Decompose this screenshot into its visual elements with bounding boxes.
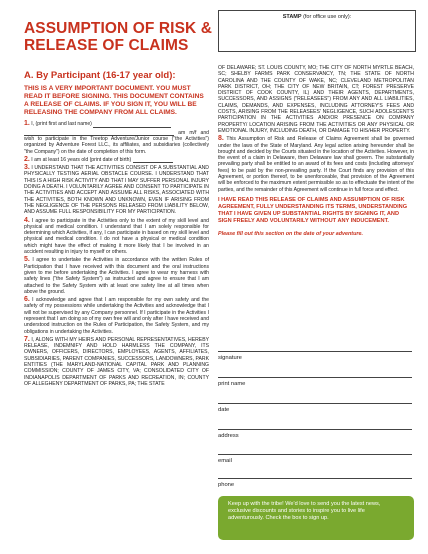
release-form-page: ASSUMPTION OF RISK & RELEASE OF CLAIMS STAMP (for office use only): A. By Participant (16-17 year old): THIS IS A VERY IMPORTANT DOCUMENT. YOU MUST READ IT BEFORE SIGNING. THIS DOCUMENT CONTAINS A RELEASE OF CLAIMS. IF YOU SIGN IT, YOU WILL BE RELEASING THE COMPANY FROM ALL CLAIMS. 1. I, (print first and last name) am m/f and wish to participate in the Treetop Adventure/Junior course ("the Activities") organized by Adventure Forest LLC., its affiliates, and subsidiaries (collectively "the Company") on the date of completion of this form. 2. I am at least 16 years old (print date of birth) 3. I UNDERSTAND THAT THE ACTIVITIES CONSIST OF A SUBSTANTIAL AND PHYSICALLY TESTING AERIAL OBSTACLE COURSE. I UNDERSTAND THAT THIS IS A HIGH RISK ACTIVITY AND THAT I MAY SUFFER PERSONAL INJURY DOING A DEATH. I VOLUNTARILY AGREE AND CONSENT TO PARTICIPATE IN THE ACTIVITIES AND ACCEPT AND ASSUME ALL RISKS, ASSOCIATED WITH THE ACTIVITIES, BOTH KNOWN AND UNKNOWN, EVEN IF ARISING FROM THE NEGLIGENCE OF THE PERSONS RELEASED FROM LIABILITY BELOW, AND ASSUME FULL RESPONSIBILITY FOR MY PARTICIPATION. 4. I agree to participate in the Activities only to the extent of my skill level and physical and medical condition. I understand that I am solely responsible for determining which Activities, if any, I can participate in based on my skill level and physical and medical condition. I do not have a physical or medical condition which might have the effect of making it more likely that I be involved in an accident resulting in injury to myself or others. 5. I agree to undertake the Activities in accordance with the written Rules of Participation that I have received with this document and the oral instructions given to me before undertaking the Activities. I agree to wear my harness with safety lines ("the Safety System") as instructed and agree to ensure that I am attached to the Safety System with at least one safety line at all times when above the ground. 6. I acknowledge and agree that I am responsible for my own safety and the safety of my possessions while undertaking the Activities and acknowledge that I will not be supervised by any Company personnel. If I participate in the Activities I represent that I am doing so of my own free will and only after I have received and understood instruction on the Rules of Participation, the Safety System, and my obligations in undertaking the Activities. 7. I, ALONG WITH MY HEIRS AND PERSONAL REPRESENTATIVES, HEREBY RELEASE, INDEMNIFY AND HOLD HARMLESS THE COMPANY, ITS OWNERS, OFFICERS, DIRECTORS, EMPLOYEES, AGENTS, AFFILIATES, SUBSIDIARIES, PARENT COMPANIES, SUCCESSORS, LANDOWNERS, PARK ENTITIES (THE MARYLAND-NATIONAL CAPITAL PARK AND PLANNING COMMISSION; COUNTY OF JAMES CITY, VA; CONSOLIDATED CITY OF INDIANAPOLIS DEPARTMENT OF PARKS AND RECREATION, IN; COUNTY OF ALLEGHENY DEPARTMENT OF PARKS, PA; THE STATE OF DELAWARE; ST. LOUIS COUNTY, MO; THE CITY OF NORTH MYRTLE BEACH, SC; SHELBY FARMS PARK CONSERVANCY, TN; THE STATE OF NORTH CAROLINA AND THE COUNTY OF WAKE, NC; CLEVELAND METROPOLITAN PARK DISTRICT, OH; THE CITY OF NEW BRITAIN, CT; FOREST PRESERVE DISTRICT OF COOK COUNTY, IL) AND THEIR AGENTS, DEPARTMENTS, SUCCESSORS, AND ASSIGNS ("RELEASEES") FROM ANY AND ALL LIABILITIES, CLAIMS, DEMANDS, AND EXPENSES, INCLUDING ATTORNEY'S FEES AND COSTS, ARISING FROM THE RELEASEES' NEGLIGENCE, SUCH ADOLESCENT'S PARTICIPATION IN THE ACTIVITIES AND/OR PRESENCE ON COMPANY PROPERTY/ LOCATION ARISING FROM THE ACTIVITIES OR ANY PHYSICAL OR EMOTIONAL INJURY, INCLUDING DEATH, OR DAMAGE TO HIS/HER PROPERTY. 8. This Assumption of Risk and Release of Claims Agreement shall be governed under the laws of the State of Maryland. Any legal action arising hereunder shall be brought and decided by the Courts situated in the location of the Activities. However, in the event of a claim in Delaware, then Delaware law shall govern. The substantially prevailing party shall be entitled to an award of its fees and costs (including attorneys' fees) to be paid by the non-prevailing party. If the Court finds any provision of this Agreement, or portion thereof, to be unenforceable, that provision of the Agreement will be enforced to the maximum extent permissible so as to effectuate the intent of the parties, and the remainder of this Agreement will continue in full force and effect. I HAVE READ THIS RELEASE OF CLAIMS AND ASSUMPTION OF RISK AGREEMENT, FULLY UNDERSTANDING ITS TERMS, UNDERSTANDING THAT I HAVE GIVEN UP SUBSTANTIAL RIGHTS BY SIGNING IT, AND SIGN FREELY AND VOLUNTARILY WITHOUT ANY INDUCEMENT. Please fill out this section on the date of your adventure. signature print name date address email phone Keep up with the tribe! We'd love to send you the latest news, exclusive discounts and stories to inspire you to live life adventurously. Check the box to sign up.	[0, 0, 428, 554]
clause-3: 3. I UNDERSTAND THAT THE ACTIVITIES CONSIST OF A SUBSTANTIAL AND PHYSICALLY TESTING AERIAL OBSTACLE COURSE. I UNDERSTAND THAT THIS IS A HIGH RISK ACTIVITY AND THAT I MAY SUFFER PERSONAL INJURY DOING A DEATH. I VOLUNTARILY AGREE AND CONSENT TO PARTICIPATE IN THE ACTIVITIES AND ACCEPT AND ASSUME ALL RISKS, ASSOCIATED WITH THE ACTIVITIES, BOTH KNOWN AND UNKNOWN, EVEN IF ARISING FROM THE NEGLIGENCE OF THE PERSONS RELEASED FROM LIABILITY BELOW, AND ASSUME FULL RESPONSIBILITY FOR MY PARTICIPATION.	[24, 164, 209, 216]
acknowledgement-text: I HAVE READ THIS RELEASE OF CLAIMS AND ASSUMPTION OF RISK AGREEMENT, FULLY UNDERSTANDING ITS TERMS, UNDERSTANDING THAT I HAVE GIVEN UP SUBSTANTIAL RIGHTS BY SIGNING IT, AND SIGN FREELY AND VOLUNTARILY WITHOUT ANY INDUCEMENT.	[218, 196, 408, 224]
fill-note: Please fill out this section on the date of your adventure.	[218, 230, 363, 237]
form-title: ASSUMPTION OF RISK & RELEASE OF CLAIMS	[24, 20, 213, 54]
section-heading: A. By Participant (16-17 year old):	[24, 70, 176, 81]
stamp-label: STAMP (for office use only):	[282, 14, 352, 20]
name-input-line[interactable]	[93, 122, 171, 128]
right-column	[218, 65, 414, 238]
office-stamp-box	[218, 10, 416, 52]
clause-7: 7. I, ALONG WITH MY HEIRS AND PERSONAL REPRESENTATIVES, HEREBY RELEASE, INDEMNIFY AND HOLD HARMLESS THE COMPANY, ITS OWNERS, OFFICERS, DIRECTORS, EMPLOYEES, AGENTS, AFFILIATES, SUBSIDIARIES, PARENT COMPANIES, SUCCESSORS, LANDOWNERS, PARK ENTITIES (THE MARYLAND-NATIONAL CAPITAL PARK AND PLANNING COMMISSION; COUNTY OF JAMES CITY, VA; CONSOLIDATED CITY OF INDIANAPOLIS DEPARTMENT OF PARKS AND RECREATION, IN; COUNTY OF ALLEGHENY DEPARTMENT OF PARKS, PA; THE STATE	[24, 335, 209, 387]
newsletter-promo-box[interactable]	[218, 496, 414, 540]
clause-5: 5. I agree to undertake the Activities in accordance with the written Rules of Participation that I have received with this document and the oral instructions given to me before undertaking the Activities. I agree to wear my harness with safety lines ("the Safety System") as instructed and agree to ensure that I am attached to the Safety System with at least one safety line at all times when above the ground.	[24, 256, 210, 295]
clause-4: 4. I agree to participate in the Activities only to the extent of my skill level and physical and medical condition. I understand that I am solely responsible for determining which Activities, if any, I can participate in based on my skill level and physical and medical condition. I do not have a physical or medical condition which might have the effect of making it more likely that I be involved in an accident resulting in injury to myself or others.	[24, 216, 209, 256]
clause-6: 6. I acknowledge and agree that I am responsible for my own safety and the safety of my possessions while undertaking the Activities and acknowledge that I will not be supervised by any Company personnel. If I participate in the Activities I represent that I am doing so of my own free will and only after I have received and understood instruction on the Rules of Participation, the Safety System, and my obligations in undertaking the Activities.	[24, 296, 209, 335]
clause-2: 2. I am at least 16 years old (print date of birth)	[24, 157, 209, 163]
important-warning: THIS IS A VERY IMPORTANT DOCUMENT. YOU MUST READ IT BEFORE SIGNING. THIS DOCUMENT CONTAINS A RELEASE OF CLAIMS. IF YOU SIGN IT, YOU WILL BE RELEASING THE COMPANY FROM ALL CLAIMS.	[24, 85, 204, 117]
clause-1-cont: am m/f and wish to participate in the Treetop Adventure/Junior course ("the Activities") organized by Adventure Forest LLC., its affiliates, and subsidiaries (collectively "the Company") on the date of completion of this form.	[24, 129, 209, 155]
dob-input-line[interactable]	[133, 157, 173, 163]
left-column	[24, 70, 209, 389]
clause-1: 1. I, (print first and last name)	[24, 121, 209, 127]
promo-text: Keep up with the tribe! We'd love to send you the latest news, exclusive discounts and stories to inspire you to live life adventurously. Check the box to sign up.	[228, 501, 381, 521]
clause-7-continued: OF DELAWARE; ST. LOUIS COUNTY, MO; THE CITY OF NORTH MYRTLE BEACH, SC; SHELBY FARMS PARK CONSERVANCY, TN; THE STATE OF NORTH CAROLINA AND THE COUNTY OF WAKE, NC; CLEVELAND METROPOLITAN PARK DISTRICT, OH; THE CITY OF NEW BRITAIN, CT; FOREST PRESERVE DISTRICT OF COOK COUNTY, IL) AND THEIR AGENTS, DEPARTMENTS, SUCCESSORS, AND ASSIGNS ("RELEASEES") FROM ANY AND ALL LIABILITIES, CLAIMS, DEMANDS, AND EXPENSES, INCLUDING ATTORNEY'S FEES AND COSTS, ARISING FROM THE RELEASEES' NEGLIGENCE, SUCH ADOLESCENT'S PARTICIPATION IN THE ACTIVITIES AND/OR PRESENCE ON COMPANY PROPERTY/ LOCATION ARISING FROM THE ACTIVITIES OR ANY PHYSICAL OR EMOTIONAL INJURY, INCLUDING DEATH, OR DAMAGE TO HIS/HER PROPERTY.	[218, 65, 414, 134]
clause-8: 8. This Assumption of Risk and Release of Claims Agreement shall be governed under the laws of the State of Maryland. Any legal action arising hereunder shall be brought and decided by the Courts situated in the location of the Activities. However, in the event of a claim in Delaware, then Delaware law shall govern. The substantially prevailing party shall be entitled to an award of its fees and costs (including attorneys' fees) to be paid by the non-prevailing party. If the Court finds any provision of this Agreement, or portion thereof, to be unenforceable, that provision of the Agreement will be enforced to the maximum extent permissible so as to effectuate the intent of the parties, and the remainder of this Agreement will continue in full force and effect.	[218, 135, 414, 193]
